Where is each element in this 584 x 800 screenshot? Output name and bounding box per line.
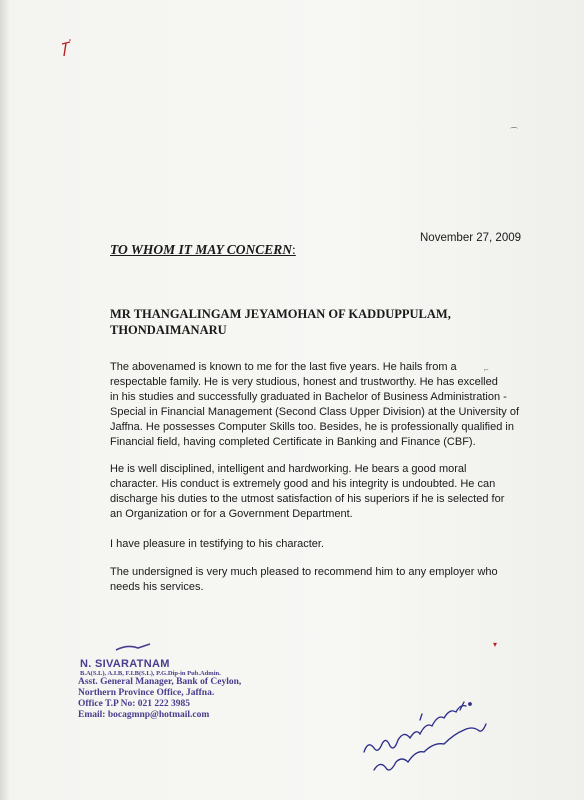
paragraph-line: an Organization or for a Government Department. bbox=[110, 508, 353, 520]
handwritten-signature bbox=[360, 700, 490, 780]
letter-date: November 27, 2009 bbox=[420, 232, 522, 244]
subject-line: THONDAIMANARU bbox=[110, 323, 227, 337]
pen-mark bbox=[52, 36, 82, 66]
paragraph-line: discharge his duties to the utmost satisfaction of his superiors if he is selected for bbox=[110, 493, 505, 505]
paragraph-line: Special in Financial Management (Second Class Upper Division) at the University of bbox=[110, 406, 520, 418]
paragraph-line: Jaffna. He possesses Computer Skills too. Besides, he is professionally qualified in bbox=[110, 421, 514, 433]
paragraph-introduction bbox=[110, 360, 530, 450]
paragraph-line: I have pleasure in testifying to his character. bbox=[110, 538, 325, 550]
paragraph-testimony bbox=[110, 537, 530, 552]
paragraph-line: He is well disciplined, intelligent and hardworking. He bears a good moral bbox=[110, 463, 467, 475]
paragraph-line: respectable family. He is very studious, honest and trustworthy. He has excelled bbox=[110, 376, 498, 388]
speck-mark: ▾ bbox=[493, 640, 498, 649]
subject-line: MR THANGALINGAM JEYAMOHAN OF KADDUPPULAM, bbox=[110, 307, 451, 321]
stamp-qualifications: B.A(S.L), A.I.B, F.I.B(S.L), P.G.Dip-in Pub.Admin. bbox=[80, 670, 221, 677]
speck-mark: ⌒ bbox=[510, 127, 518, 136]
paragraph-line: in his studies and successfully graduated in Bachelor of Business Administration - bbox=[110, 391, 507, 403]
heading-text: TO WHOM IT MAY CONCERN bbox=[110, 242, 293, 257]
letter-subject bbox=[110, 306, 451, 338]
stamp-tick-mark bbox=[114, 642, 154, 654]
stamp-line: Office T.P No: 021 222 3985 bbox=[78, 699, 191, 709]
paragraph-line: needs his services. bbox=[110, 581, 204, 593]
stamp-name: N. SIVARATNAM bbox=[80, 658, 170, 670]
letter-heading bbox=[110, 242, 296, 258]
paragraph-recommendation bbox=[110, 565, 530, 595]
paragraph-line: The abovenamed is known to me for the last five years. He hails from a bbox=[110, 361, 457, 373]
stamp-line: Email: bocagmnp@hotmail.com bbox=[78, 710, 210, 720]
paragraph-line: Financial field, having completed Certificate in Banking and Finance (CBF). bbox=[110, 436, 476, 448]
official-stamp bbox=[78, 658, 241, 721]
paragraph-character bbox=[110, 462, 530, 522]
stamp-line: Asst. General Manager, Bank of Ceylon, bbox=[78, 677, 242, 687]
speck-mark: ⌐ bbox=[484, 365, 489, 374]
stamp-line: Northern Province Office, Jaffna. bbox=[78, 688, 215, 698]
paragraph-line: The undersigned is very much pleased to recommend him to any employer who bbox=[110, 566, 498, 578]
heading-colon: : bbox=[292, 242, 296, 257]
paragraph-line: character. His conduct is extremely good and his integrity is undoubted. He can bbox=[110, 478, 496, 490]
